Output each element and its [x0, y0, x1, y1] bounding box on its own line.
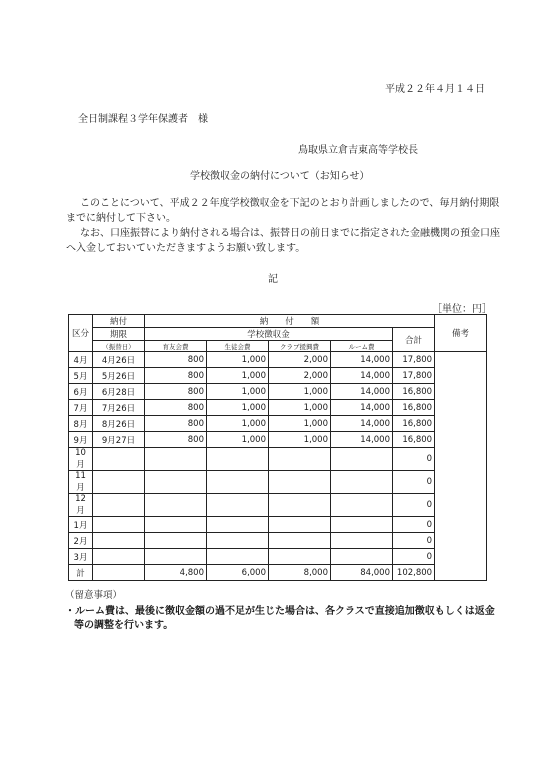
- header-amount: 納 付 額: [145, 315, 435, 328]
- club-support-fee-cell: 1,000: [269, 432, 331, 448]
- total-cell: 16,800: [393, 384, 435, 400]
- total-cell: 17,800: [393, 368, 435, 384]
- ikuyukai-fee-cell: 800: [145, 368, 207, 384]
- total-cell: 0: [393, 471, 435, 494]
- header-total: 合計: [393, 328, 435, 352]
- month-cell: 7月: [69, 400, 93, 416]
- student-council-fee-cell: 1,000: [207, 352, 269, 368]
- table-row: [69, 517, 487, 533]
- sum-student-council-cell: 6,000: [207, 565, 269, 581]
- club-support-fee-cell: 1,000: [269, 400, 331, 416]
- student-council-fee-cell: 1,000: [207, 416, 269, 432]
- deadline-cell: [93, 549, 145, 565]
- deadline-cell: 7月26日: [93, 400, 145, 416]
- header-school-fee: 学校徴収金: [145, 328, 393, 341]
- student-council-fee-cell: 1,000: [207, 368, 269, 384]
- room-fee-cell: [331, 517, 393, 533]
- header-row-1: [69, 315, 487, 328]
- unit-label: ［単位：円］: [432, 304, 492, 315]
- room-fee-cell: 14,000: [331, 432, 393, 448]
- sum-total-cell: 102,800: [393, 565, 435, 581]
- total-cell: 16,800: [393, 432, 435, 448]
- notes-heading: （留意事項）: [65, 590, 123, 601]
- room-fee-cell: [331, 533, 393, 549]
- table-body: [69, 315, 487, 581]
- total-cell: 16,800: [393, 400, 435, 416]
- document-subject: 学校徴収金の納付について（お知らせ）: [190, 171, 370, 182]
- sum-empty-cell: [93, 565, 145, 581]
- ikuyukai-fee-cell: 800: [145, 416, 207, 432]
- deadline-cell: 6月28日: [93, 384, 145, 400]
- club-support-fee-cell: [269, 517, 331, 533]
- table-row: [69, 400, 487, 416]
- deadline-cell: 4月26日: [93, 352, 145, 368]
- club-support-fee-cell: [269, 533, 331, 549]
- total-cell: 0: [393, 494, 435, 517]
- student-council-fee-cell: [207, 471, 269, 494]
- column-header: 育友会費: [145, 341, 207, 352]
- remarks-cell: [435, 352, 487, 581]
- room-fee-cell: 14,000: [331, 400, 393, 416]
- sum-label-cell: 計: [69, 565, 93, 581]
- student-council-fee-cell: 1,000: [207, 400, 269, 416]
- ikuyukai-fee-cell: [145, 517, 207, 533]
- table-row: [69, 533, 487, 549]
- note-line-1: ・ルーム費は、最後に徴収金額の過不足が生じた場合は、各クラスで直接追加徴収もしくは返金: [65, 606, 495, 617]
- month-cell: 10月: [69, 448, 93, 471]
- table-row: [69, 352, 487, 368]
- paragraph-1-line-1: このことについて、平成２２年度学校徴収金を下記のとおり計画しましたので、毎月納付期限: [80, 198, 500, 209]
- deadline-cell: [93, 533, 145, 549]
- ikuyukai-fee-cell: [145, 448, 207, 471]
- total-cell: 0: [393, 517, 435, 533]
- sum-club-support-cell: 8,000: [269, 565, 331, 581]
- total-cell: 17,800: [393, 352, 435, 368]
- month-cell: 8月: [69, 416, 93, 432]
- room-fee-cell: [331, 494, 393, 517]
- club-support-fee-cell: 1,000: [269, 416, 331, 432]
- header-kubun: 区分: [69, 315, 93, 352]
- paragraph-1-line-2: までに納付して下さい。: [66, 213, 176, 224]
- club-support-fee-cell: 1,000: [269, 384, 331, 400]
- header-deadline-line-2: 期限: [93, 328, 145, 341]
- club-support-fee-cell: [269, 471, 331, 494]
- club-support-fee-cell: [269, 494, 331, 517]
- sum-room-fee-cell: 84,000: [331, 565, 393, 581]
- paragraph-2-line-2: へ入金しておいていただきますようお願い致します。: [66, 243, 306, 254]
- ikuyukai-fee-cell: [145, 549, 207, 565]
- header-deadline-line-1: 納付: [93, 315, 145, 328]
- header-remarks: 備考: [435, 315, 487, 352]
- student-council-fee-cell: 1,000: [207, 384, 269, 400]
- ikuyukai-fee-cell: 800: [145, 352, 207, 368]
- month-cell: 5月: [69, 368, 93, 384]
- ikuyukai-fee-cell: [145, 533, 207, 549]
- student-council-fee-cell: [207, 494, 269, 517]
- table-row: [69, 368, 487, 384]
- deadline-cell: 9月27日: [93, 432, 145, 448]
- deadline-cell: [93, 494, 145, 517]
- club-support-fee-cell: 2,000: [269, 368, 331, 384]
- room-fee-cell: [331, 471, 393, 494]
- document-date: 平成２２年４月１４日: [385, 84, 485, 95]
- student-council-fee-cell: [207, 448, 269, 471]
- student-council-fee-cell: 1,000: [207, 432, 269, 448]
- deadline-cell: [93, 517, 145, 533]
- header-row-2: [69, 328, 487, 341]
- room-fee-cell: [331, 448, 393, 471]
- room-fee-cell: 14,000: [331, 352, 393, 368]
- room-fee-cell: [331, 549, 393, 565]
- club-support-fee-cell: [269, 549, 331, 565]
- column-header: ルーム費: [331, 341, 393, 352]
- total-cell: 0: [393, 448, 435, 471]
- addressee: 全日制課程３学年保護者 様: [78, 114, 208, 125]
- deadline-cell: 8月26日: [93, 416, 145, 432]
- table-row: [69, 384, 487, 400]
- deadline-cell: [93, 448, 145, 471]
- sum-ikuyukai-cell: 4,800: [145, 565, 207, 581]
- deadline-cell: [93, 471, 145, 494]
- column-header: クラブ援興費: [269, 341, 331, 352]
- month-cell: 2月: [69, 533, 93, 549]
- total-cell: 0: [393, 533, 435, 549]
- month-cell: 11月: [69, 471, 93, 494]
- room-fee-cell: 14,000: [331, 384, 393, 400]
- month-cell: 1月: [69, 517, 93, 533]
- month-cell: 4月: [69, 352, 93, 368]
- table-row: [69, 416, 487, 432]
- sender: 鳥取県立倉吉東高等学校長: [298, 145, 418, 156]
- month-cell: 6月: [69, 384, 93, 400]
- fee-schedule-table: [68, 314, 487, 581]
- student-council-fee-cell: [207, 533, 269, 549]
- table-row: [69, 448, 487, 471]
- ikuyukai-fee-cell: 800: [145, 400, 207, 416]
- ki-heading: 記: [268, 274, 278, 285]
- total-cell: 16,800: [393, 416, 435, 432]
- student-council-fee-cell: [207, 549, 269, 565]
- ikuyukai-fee-cell: [145, 494, 207, 517]
- ikuyukai-fee-cell: 800: [145, 384, 207, 400]
- table-row: [69, 549, 487, 565]
- club-support-fee-cell: 2,000: [269, 352, 331, 368]
- month-cell: 9月: [69, 432, 93, 448]
- deadline-cell: 5月26日: [93, 368, 145, 384]
- table-row: [69, 494, 487, 517]
- ikuyukai-fee-cell: 800: [145, 432, 207, 448]
- header-deadline-line-3: （振替日）: [93, 341, 145, 352]
- table-row: [69, 432, 487, 448]
- paragraph-2-line-1: なお、口座振替により納付される場合は、振替日の前日までに指定された金融機関の預金口座: [80, 228, 500, 239]
- room-fee-cell: 14,000: [331, 416, 393, 432]
- month-cell: 12月: [69, 494, 93, 517]
- student-council-fee-cell: [207, 517, 269, 533]
- total-cell: 0: [393, 549, 435, 565]
- room-fee-cell: 14,000: [331, 368, 393, 384]
- column-header: 生徒会費: [207, 341, 269, 352]
- month-cell: 3月: [69, 549, 93, 565]
- total-row: [69, 565, 487, 581]
- ikuyukai-fee-cell: [145, 471, 207, 494]
- note-line-2: 等の調整を行います。: [74, 620, 174, 631]
- club-support-fee-cell: [269, 448, 331, 471]
- table-row: [69, 471, 487, 494]
